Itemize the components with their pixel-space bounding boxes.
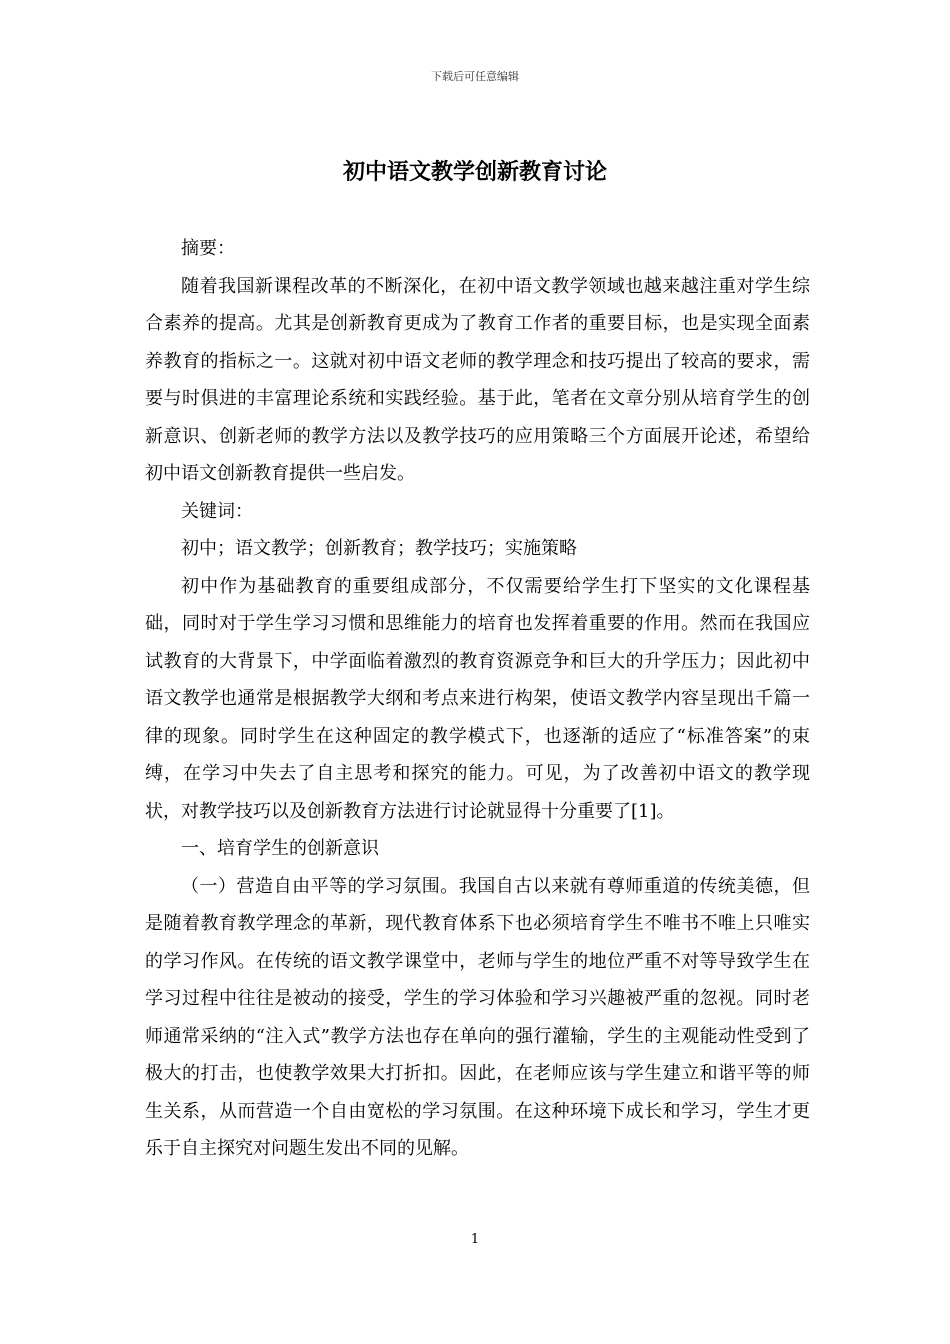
keywords-label: 关键词： bbox=[181, 500, 253, 522]
section-heading: 一、培育学生的创新意识 bbox=[181, 838, 379, 859]
abstract-paragraph: 随着我国新课程改革的不断深化，在初中语文教学领域也越来越注重对学生综合素养的提高。尤其是创新教育更成为了教育工作者的重要目标，也是实现全面素养教育的指标之一。这就对初中语文老师的教学理念和技巧提出了较高的要求，需要与时俱进的丰富理论系统和实践经验。基于此，笔者在文章分别从培育学生的创新意识、创新老师的教学方法以及教学技巧的应用策略三个方面展开论述，希望给初中语文创新教育提供一些启发。 bbox=[145, 275, 810, 484]
keywords-paragraph: 初中；语文教学；创新教育；教学技巧；实施策略 bbox=[181, 538, 577, 559]
document-title: 初中语文教学创新教育讨论 bbox=[342, 159, 607, 185]
document-body bbox=[145, 230, 810, 1168]
header-note: 下载后可任意编辑 bbox=[431, 70, 519, 83]
abstract-label: 摘要： bbox=[181, 238, 235, 259]
intro-paragraph: 初中作为基础教育的重要组成部分，不仅需要给学生打下坚实的文化课程基础，同时对于学生学习习惯和思维能力的培育也发挥着重要的作用。然而在我国应试教育的大背景下，中学面临着激烈的教育资源竞争和巨大的升学压力；因此初中语文教学也通常是根据教学大纲和考点来进行构架，使语文教学内容呈现出千篇一律的现象。同时学生在这种固定的教学模式下，也逐渐的适应了“标准答案”的束缚，在学习中失去了自主思考和探究的能力。可见，为了改善初中语文的教学现状，对教学技巧以及创新教育方法进行讨论就显得十分重要了[1]。 bbox=[145, 575, 810, 822]
page-number: 1 bbox=[470, 1232, 480, 1247]
section-paragraph: （一）营造自由平等的学习氛围。我国自古以来就有尊师重道的传统美德，但是随着教育教学理念的革新，现代教育体系下也必须培育学生不唯书不唯上只唯实的学习作风。在传统的语文教学课堂中，老师与学生的地位严重不对等导致学生在学习过程中往往是被动的接受，学生的学习体验和学习兴趣被严重的忽视。同时老师通常采纳的“注入式”教学方法也存在单向的强行灌输，学生的主观能动性受到了极大的打击，也使教学效果大打折扣。因此，在老师应该与学生建立和谐平等的师生关系，从而营造一个自由宽松的学习氛围。在这种环境下成长和学习，学生才更乐于自主探究对问题生发出不同的见解。 bbox=[145, 875, 810, 1159]
